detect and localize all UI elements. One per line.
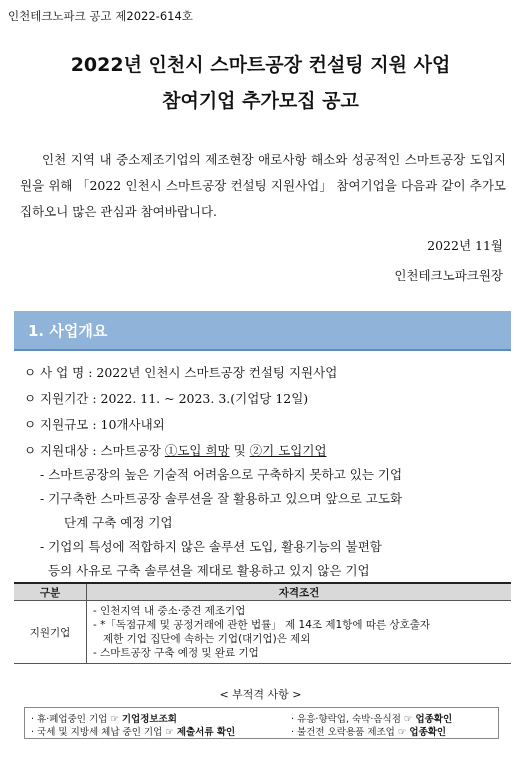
ineligible-item — [291, 724, 446, 738]
ineligible-check: 제출서류 확인 — [176, 727, 236, 738]
table-header-conditions: 자격조건 — [87, 583, 512, 601]
issuing-organization: 인천테크노파크원장 — [394, 268, 503, 283]
ineligible-item — [31, 711, 177, 725]
target-bullet-1: - 스마트공장의 높은 기술적 어려움으로 구축하지 못하고 있는 기업 — [40, 467, 403, 482]
ineligible-box — [24, 707, 499, 739]
target-and: 및 — [229, 443, 250, 458]
section-header — [14, 311, 511, 351]
target-option-2: ②기 도입기업 — [249, 443, 327, 458]
ineligible-text: · 불건전 오락용품 제조업 ☞ — [291, 727, 410, 738]
ineligible-check: 업종확인 — [415, 714, 453, 725]
ineligible-item — [291, 711, 452, 725]
eligibility-table — [14, 582, 511, 664]
condition-item: 제한 기업 집단에 속하는 기업(대기업)은 제외 — [103, 633, 311, 645]
support-target — [24, 441, 327, 459]
support-period: ㅇ 지원기간 : 2022. 11. ~ 2023. 3.(기업당 12일) — [24, 391, 309, 406]
ineligible-title: < 부적격 사항 > — [219, 688, 302, 701]
page-subtitle: 참여기업 추가모집 공고 — [162, 90, 359, 112]
ineligible-text: · 휴·폐업중인 기업 ☞ — [31, 714, 122, 725]
ineligible-text: · 국세 및 지방세 체납 중인 기업 ☞ — [31, 727, 177, 738]
table-row — [14, 601, 511, 664]
table-header-row — [14, 583, 511, 601]
support-scale: ㅇ 지원규모 : 10개사내외 — [24, 417, 165, 432]
table-header-category: 구분 — [14, 583, 87, 601]
condition-item: - 스마트공장 구축 예정 및 완료 기업 — [93, 647, 259, 659]
target-bullet-3-cont: 등의 사유로 구축 솔루션을 제대로 활용하고 있지 않은 기업 — [48, 563, 370, 578]
notice-number: 인천테크노파크 공고 제2022-614호 — [8, 9, 193, 23]
table-row-label: 지원기업 — [14, 601, 87, 664]
target-bullet-3: - 기업의 특성에 적합하지 않은 솔루션 도입, 활용기능의 불편함 — [40, 539, 382, 554]
condition-item: - *「독점규제 및 공정거래에 관한 법률」 제 14조 제1항에 따른 상호출자 — [93, 619, 431, 631]
project-name: ㅇ 사 업 명 : 2022년 인천시 스마트공장 컨설팅 지원사업 — [24, 365, 338, 380]
ineligible-check: 업종확인 — [409, 727, 447, 738]
notice-date: 2022년 11월 — [427, 238, 503, 253]
condition-item: - 인천지역 내 중소·중견 제조기업 — [93, 605, 246, 617]
target-bullet-2: - 기구축한 스마트공장 솔루션을 잘 활용하고 있으며 앞으로 고도화 — [40, 491, 403, 506]
table-row-conditions — [87, 601, 512, 664]
page-title: 2022년 인천시 스마트공장 컨설팅 지원 사업 — [70, 54, 451, 76]
section-title: 1. 사업개요 — [28, 322, 108, 340]
target-option-1: ①도입 희망 — [164, 443, 230, 458]
target-bullet-2-cont: 단계 구축 예정 기업 — [64, 515, 173, 530]
ineligible-check: 기업정보조회 — [121, 714, 177, 725]
ineligible-text: · 유흥·향락업, 숙박·음식점 ☞ — [291, 714, 416, 725]
intro-paragraph: 인천 지역 내 중소제조기업의 제조현장 애로사항 해소와 성공적인 스마트공장 도입지원을 위해 「2022 인천시 스마트공장 컨설팅 지원사업」 참여기업을 다음과 같이 추가모집하오니 많은 관심과 참여바랍니다. — [20, 152, 506, 219]
ineligible-item — [31, 724, 235, 738]
target-prefix: ㅇ 지원대상 : 스마트공장 — [24, 443, 165, 458]
